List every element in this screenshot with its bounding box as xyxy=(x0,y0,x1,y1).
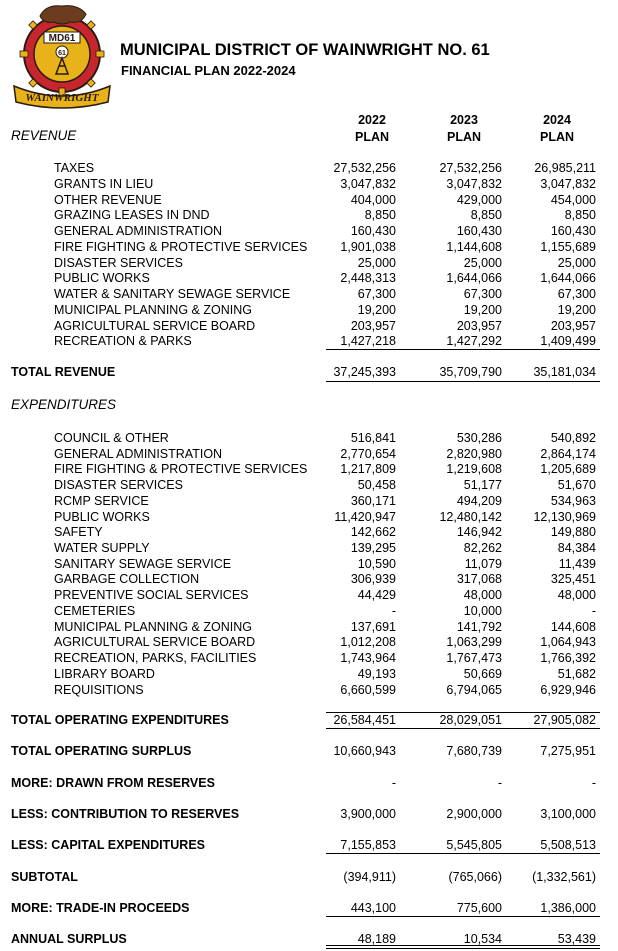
expenditure-agricultural-service-board-2024: 1,064,943 xyxy=(540,635,596,650)
summary-annual-surplus-label: ANNUAL SURPLUS xyxy=(11,932,127,946)
summary-less-capital-expenditures-2022: 7,155,853 xyxy=(340,838,396,852)
column-header-plan-2024: PLAN xyxy=(539,130,575,144)
revenue-grants-in-lieu-2023: 3,047,832 xyxy=(446,176,502,191)
expenditure-council-other-row xyxy=(0,430,618,446)
summary-annual-surplus-2023: 10,534 xyxy=(463,932,502,946)
total-expenditures-row xyxy=(0,712,618,728)
expenditure-agricultural-service-board-row xyxy=(0,634,618,650)
column-header-year-2024: 2024 xyxy=(543,113,571,127)
expenditure-rcmp-service-2024: 534,963 xyxy=(550,493,596,508)
expenditure-water-supply-2024: 84,384 xyxy=(557,541,596,556)
revenue-taxes-2022: 27,532,256 xyxy=(333,161,396,175)
revenue-agricultural-service-board-2023: 203,957 xyxy=(456,318,502,333)
summary-subtotal-2024: (1,332,561) xyxy=(532,870,596,884)
expenditure-public-works-2022: 11,420,947 xyxy=(334,509,396,524)
revenue-taxes-label: TAXES xyxy=(54,161,95,175)
summary-more-trade-in-proceeds-2022: 443,100 xyxy=(350,901,396,915)
summary-annual-surplus-2024: 53,439 xyxy=(557,932,596,946)
expenditure-municipal-planning-zoning-2022: 137,691 xyxy=(350,619,396,634)
expenditure-cemeteries-2024: - xyxy=(591,603,596,618)
revenue-grazing-leases-in-dnd-2024: 8,850 xyxy=(564,208,596,223)
revenue-municipal-planning-zoning-row xyxy=(0,302,618,318)
revenue-public-works-2024: 1,644,066 xyxy=(540,271,596,286)
trade-in-underline xyxy=(326,916,600,917)
expenditure-safety-label: SAFETY xyxy=(54,525,103,540)
revenue-grazing-leases-in-dnd-2023: 8,850 xyxy=(470,208,502,223)
column-header-year-2023: 2023 xyxy=(450,113,478,127)
expenditure-garbage-collection-2022: 306,939 xyxy=(350,572,396,587)
expenditure-municipal-planning-zoning-2024: 144,608 xyxy=(550,619,596,634)
revenue-general-administration-2024: 160,430 xyxy=(550,224,596,238)
page-title: MUNICIPAL DISTRICT OF WAINWRIGHT NO. 61 xyxy=(120,41,490,59)
total-expenditures-label: TOTAL OPERATING EXPENDITURES xyxy=(11,713,229,727)
revenue-recreation-parks-label: RECREATION & PARKS xyxy=(54,334,192,349)
total-revenue-2022: 37,245,393 xyxy=(333,365,396,379)
total-expenditures-2023: 28,029,051 xyxy=(439,713,502,727)
expenditure-disaster-services-2022: 50,458 xyxy=(357,478,396,493)
expenditure-preventive-social-services-row xyxy=(0,587,618,603)
expenditure-recreation-parks-facilities-row xyxy=(0,650,618,666)
column-header-plan-2023: PLAN xyxy=(446,130,482,144)
expenditure-recreation-parks-facilities-2022: 1,743,964 xyxy=(340,651,396,666)
expenditure-disaster-services-row xyxy=(0,477,618,493)
expenditure-general-administration-2024: 2,864,174 xyxy=(540,446,596,461)
revenue-recreation-parks-2022: 1,427,218 xyxy=(340,334,396,349)
expenditure-municipal-planning-zoning-2023: 141,792 xyxy=(456,619,502,634)
revenue-grazing-leases-in-dnd-row xyxy=(0,207,618,223)
revenue-municipal-planning-zoning-2023: 19,200 xyxy=(463,302,502,317)
total-expenditures-2024: 27,905,082 xyxy=(533,713,596,727)
expenditure-fire-fighting-protective-services-row xyxy=(0,461,618,477)
summary-more-drawn-from-reserves-2024: - xyxy=(591,776,596,790)
expenditure-municipal-planning-zoning-row xyxy=(0,619,618,635)
revenue-municipal-planning-zoning-label: MUNICIPAL PLANNING & ZONING xyxy=(54,302,252,317)
revenue-taxes-row xyxy=(0,160,618,176)
logo-badge-number: 61 xyxy=(58,50,66,57)
total-revenue-2024: 35,181,034 xyxy=(533,365,596,379)
expenditure-council-other-2024: 540,892 xyxy=(550,431,596,445)
total-revenue-2023: 35,709,790 xyxy=(439,365,502,379)
expenditure-disaster-services-2024: 51,670 xyxy=(557,478,596,493)
revenue-other-revenue-2023: 429,000 xyxy=(456,192,502,207)
expenditure-sanitary-sewage-service-label: SANITARY SEWAGE SERVICE xyxy=(54,556,232,571)
expenditure-cemeteries-row xyxy=(0,603,618,619)
summary-more-trade-in-proceeds-2024: 1,386,000 xyxy=(540,901,596,915)
revenue-grants-in-lieu-label: GRANTS IN LIEU xyxy=(54,176,154,191)
revenue-grants-in-lieu-2024: 3,047,832 xyxy=(540,176,596,191)
revenue-disaster-services-2023: 25,000 xyxy=(463,255,502,270)
expenditure-public-works-label: PUBLIC WORKS xyxy=(54,509,150,524)
revenue-fire-fighting-protective-services-2022: 1,901,038 xyxy=(340,239,396,254)
summary-total-operating-surplus-row xyxy=(0,743,618,759)
total-revenue-row xyxy=(0,364,618,380)
expenditure-safety-2022: 142,662 xyxy=(350,525,396,540)
revenue-heading: REVENUE xyxy=(11,128,77,143)
summary-more-drawn-from-reserves-label: MORE: DRAWN FROM RESERVES xyxy=(11,776,215,790)
expenditure-municipal-planning-zoning-label: MUNICIPAL PLANNING & ZONING xyxy=(54,619,252,634)
summary-less-capital-expenditures-2024: 5,508,513 xyxy=(540,838,596,852)
expenditure-requisitions-2022: 6,660,599 xyxy=(340,682,396,697)
expenditure-preventive-social-services-label: PREVENTIVE SOCIAL SERVICES xyxy=(54,588,249,603)
revenue-grazing-leases-in-dnd-2022: 8,850 xyxy=(364,208,396,223)
expenditure-requisitions-2024: 6,929,946 xyxy=(540,682,596,697)
summary-less-contribution-to-reserves-2023: 2,900,000 xyxy=(446,807,502,821)
revenue-taxes-2023: 27,532,256 xyxy=(439,161,502,175)
expenditure-public-works-2023: 12,480,142 xyxy=(439,509,502,524)
summary-more-trade-in-proceeds-label: MORE: TRADE-IN PROCEEDS xyxy=(11,901,190,915)
expenditure-general-administration-2022: 2,770,654 xyxy=(340,446,396,461)
total-expenditures-2022: 26,584,451 xyxy=(333,713,396,727)
revenue-water-sanitary-sewage-service-2024: 67,300 xyxy=(557,287,596,301)
expenditure-preventive-social-services-2024: 48,000 xyxy=(557,588,596,603)
revenue-water-sanitary-sewage-service-2023: 67,300 xyxy=(463,287,502,301)
capital-expenditures-underline xyxy=(326,853,600,854)
total-revenue-label: TOTAL REVENUE xyxy=(11,365,116,379)
expenditure-water-supply-2022: 139,295 xyxy=(350,541,396,556)
expenditure-water-supply-row xyxy=(0,540,618,556)
expenditure-general-administration-2023: 2,820,980 xyxy=(446,446,502,461)
revenue-agricultural-service-board-label: AGRICULTURAL SERVICE BOARD xyxy=(54,318,256,333)
expenditure-recreation-parks-facilities-label: RECREATION, PARKS, FACILITIES xyxy=(54,651,257,666)
expenditure-water-supply-label: WATER SUPPLY xyxy=(54,541,150,556)
revenue-public-works-2023: 1,644,066 xyxy=(446,271,502,286)
logo-banner-text: WAINWRIGHT xyxy=(25,92,99,104)
expenditure-disaster-services-label: DISASTER SERVICES xyxy=(54,478,183,493)
revenue-municipal-planning-zoning-2022: 19,200 xyxy=(357,302,396,317)
expenditure-safety-row xyxy=(0,524,618,540)
revenue-fire-fighting-protective-services-2024: 1,155,689 xyxy=(540,239,596,254)
summary-subtotal-2023: (765,066) xyxy=(448,870,502,884)
expenditure-water-supply-2023: 82,262 xyxy=(463,541,502,556)
annual-surplus-double-underline-1 xyxy=(326,945,600,946)
summary-total-operating-surplus-2022: 10,660,943 xyxy=(333,744,396,758)
expenditure-fire-fighting-protective-services-2022: 1,217,809 xyxy=(340,462,396,477)
summary-more-drawn-from-reserves-row xyxy=(0,775,618,791)
revenue-general-administration-2022: 160,430 xyxy=(350,224,396,238)
expenditure-garbage-collection-row xyxy=(0,571,618,587)
revenue-other-revenue-label: OTHER REVENUE xyxy=(54,192,162,207)
summary-more-drawn-from-reserves-2023: - xyxy=(497,776,502,790)
expenditure-agricultural-service-board-2022: 1,012,208 xyxy=(340,635,396,650)
expenditure-library-board-row xyxy=(0,666,618,682)
expenditure-cemeteries-2023: 10,000 xyxy=(463,603,502,618)
expenditures-heading: EXPENDITURES xyxy=(11,397,117,412)
revenue-other-revenue-2022: 404,000 xyxy=(350,192,396,207)
expenditure-general-administration-label: GENERAL ADMINISTRATION xyxy=(54,446,223,461)
revenue-municipal-planning-zoning-2024: 19,200 xyxy=(557,302,596,317)
expenditure-council-other-2023: 530,286 xyxy=(456,431,502,445)
expenditure-sanitary-sewage-service-2024: 11,439 xyxy=(558,556,596,571)
revenue-grants-in-lieu-row xyxy=(0,176,618,192)
expenditure-safety-2024: 149,880 xyxy=(550,525,596,540)
revenue-disaster-services-2022: 25,000 xyxy=(357,255,396,270)
expenditure-rcmp-service-label: RCMP SERVICE xyxy=(54,493,149,508)
revenue-recreation-parks-row xyxy=(0,333,618,349)
expenditure-garbage-collection-2023: 317,068 xyxy=(456,572,502,587)
expenditure-public-works-row xyxy=(0,509,618,525)
expenditure-library-board-2024: 51,682 xyxy=(557,666,596,681)
expenditure-garbage-collection-2024: 325,451 xyxy=(550,572,596,587)
revenue-disaster-services-row xyxy=(0,255,618,271)
summary-less-capital-expenditures-2023: 5,545,805 xyxy=(446,838,502,852)
expenditure-council-other-2022: 516,841 xyxy=(350,431,396,445)
total-expenditures-underline xyxy=(326,728,600,729)
expenditure-agricultural-service-board-label: AGRICULTURAL SERVICE BOARD xyxy=(54,635,256,650)
revenue-general-administration-2023: 160,430 xyxy=(456,224,502,238)
summary-less-capital-expenditures-label: LESS: CAPITAL EXPENDITURES xyxy=(11,838,206,852)
page-subtitle: FINANCIAL PLAN 2022-2024 xyxy=(121,63,296,78)
expenditure-agricultural-service-board-2023: 1,063,299 xyxy=(446,635,502,650)
expenditure-cemeteries-label: CEMETERIES xyxy=(54,603,136,618)
summary-less-contribution-to-reserves-label: LESS: CONTRIBUTION TO RESERVES xyxy=(11,807,240,821)
summary-subtotal-label: SUBTOTAL xyxy=(11,870,78,884)
logo-top-text: MD61 xyxy=(48,33,76,44)
summary-subtotal-2022: (394,911) xyxy=(343,870,396,884)
expenditure-preventive-social-services-2023: 48,000 xyxy=(463,588,502,603)
expenditure-disaster-services-2023: 51,177 xyxy=(463,478,502,493)
column-header-plan-2022: PLAN xyxy=(354,130,390,144)
revenue-other-revenue-row xyxy=(0,192,618,208)
annual-surplus-double-underline-2 xyxy=(326,948,600,949)
summary-total-operating-surplus-label: TOTAL OPERATING SURPLUS xyxy=(11,744,192,758)
expenditure-requisitions-2023: 6,794,065 xyxy=(446,682,502,697)
expenditure-library-board-label: LIBRARY BOARD xyxy=(54,666,155,681)
summary-total-operating-surplus-2024: 7,275,951 xyxy=(540,744,596,758)
summary-less-contribution-to-reserves-2022: 3,900,000 xyxy=(340,807,396,821)
revenue-water-sanitary-sewage-service-label: WATER & SANITARY SEWAGE SERVICE xyxy=(54,287,291,301)
column-header-year-2022: 2022 xyxy=(358,113,386,127)
expenditure-recreation-parks-facilities-2024: 1,766,392 xyxy=(540,651,596,666)
expenditure-public-works-2024: 12,130,969 xyxy=(533,509,596,524)
expenditure-council-other-label: COUNCIL & OTHER xyxy=(54,431,169,445)
revenue-general-administration-label: GENERAL ADMINISTRATION xyxy=(54,224,223,238)
expenditure-sanitary-sewage-service-row xyxy=(0,556,618,572)
revenue-agricultural-service-board-2022: 203,957 xyxy=(350,318,396,333)
expenditure-recreation-parks-facilities-2023: 1,767,473 xyxy=(446,651,502,666)
expenditure-rcmp-service-2022: 360,171 xyxy=(350,493,396,508)
expenditure-fire-fighting-protective-services-2023: 1,219,608 xyxy=(446,462,502,477)
expenditure-library-board-2023: 50,669 xyxy=(463,666,502,681)
expenditure-general-administration-row xyxy=(0,446,618,462)
summary-less-capital-expenditures-row xyxy=(0,837,618,853)
expenditure-fire-fighting-protective-services-2024: 1,205,689 xyxy=(540,462,596,477)
revenue-taxes-2024: 26,985,211 xyxy=(534,161,596,175)
revenue-public-works-2022: 2,448,313 xyxy=(340,271,396,286)
expenditure-requisitions-row xyxy=(0,682,618,698)
revenue-agricultural-service-board-2024: 203,957 xyxy=(550,318,596,333)
revenue-fire-fighting-protective-services-2023: 1,144,608 xyxy=(446,239,502,254)
summary-total-operating-surplus-2023: 7,680,739 xyxy=(446,744,502,758)
revenue-fire-fighting-protective-services-row xyxy=(0,239,618,255)
revenue-water-sanitary-sewage-service-row xyxy=(0,286,618,302)
revenue-general-administration-row xyxy=(0,223,618,239)
expenditure-cemeteries-2022: - xyxy=(391,603,396,618)
summary-less-contribution-to-reserves-row xyxy=(0,806,618,822)
revenue-other-revenue-2024: 454,000 xyxy=(550,192,596,207)
revenue-recreation-parks-2024: 1,409,499 xyxy=(540,334,596,349)
expenditure-sanitary-sewage-service-2023: 11,079 xyxy=(464,556,502,571)
revenue-fire-fighting-protective-services-label: FIRE FIGHTING & PROTECTIVE SERVICES xyxy=(54,239,308,254)
revenue-disaster-services-2024: 25,000 xyxy=(557,255,596,270)
expenditure-fire-fighting-protective-services-label: FIRE FIGHTING & PROTECTIVE SERVICES xyxy=(54,462,308,477)
summary-more-drawn-from-reserves-2022: - xyxy=(391,776,396,790)
expenditure-rcmp-service-2023: 494,209 xyxy=(456,493,502,508)
md61-crest-logo xyxy=(8,2,116,110)
total-revenue-underline xyxy=(326,381,600,382)
expenditure-garbage-collection-label: GARBAGE COLLECTION xyxy=(54,572,200,587)
revenue-public-works-row xyxy=(0,270,618,286)
expenditure-library-board-2022: 49,193 xyxy=(357,666,396,681)
summary-more-trade-in-proceeds-2023: 775,600 xyxy=(456,901,502,915)
expenditure-safety-2023: 146,942 xyxy=(456,525,502,540)
summary-less-contribution-to-reserves-2024: 3,100,000 xyxy=(540,807,596,821)
summary-annual-surplus-2022: 48,189 xyxy=(357,932,396,946)
revenue-water-sanitary-sewage-service-2022: 67,300 xyxy=(357,287,396,301)
summary-subtotal-row xyxy=(0,869,618,885)
revenue-agricultural-service-board-row xyxy=(0,318,618,334)
revenue-total-rule xyxy=(326,349,600,350)
expenditure-rcmp-service-row xyxy=(0,493,618,509)
revenue-recreation-parks-2023: 1,427,292 xyxy=(446,334,502,349)
revenue-disaster-services-label: DISASTER SERVICES xyxy=(54,255,183,270)
summary-more-trade-in-proceeds-row xyxy=(0,900,618,916)
expenditure-preventive-social-services-2022: 44,429 xyxy=(357,588,396,603)
expenditure-sanitary-sewage-service-2022: 10,590 xyxy=(357,556,396,571)
revenue-grazing-leases-in-dnd-label: GRAZING LEASES IN DND xyxy=(54,208,210,223)
revenue-public-works-label: PUBLIC WORKS xyxy=(54,271,150,286)
expenditure-requisitions-label: REQUISITIONS xyxy=(54,682,144,697)
revenue-grants-in-lieu-2022: 3,047,832 xyxy=(340,176,396,191)
